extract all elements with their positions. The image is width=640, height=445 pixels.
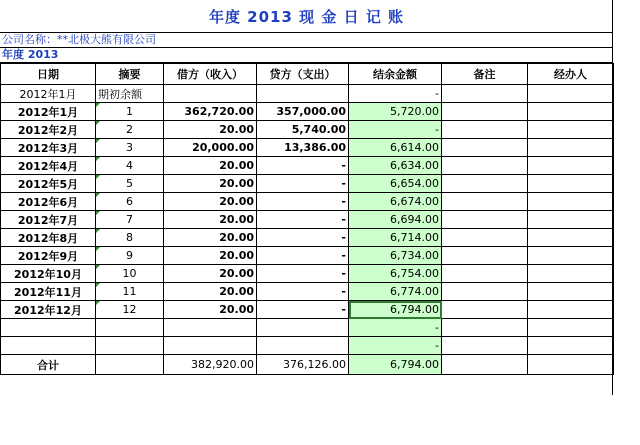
header-credit[interactable]: 贷方（支出） (257, 64, 349, 85)
debit-cell[interactable] (164, 337, 257, 355)
debit-cell[interactable]: 20.00 (164, 283, 257, 301)
note-cell[interactable] (442, 103, 528, 121)
debit-cell[interactable]: 20.00 (164, 265, 257, 283)
note-cell[interactable] (442, 175, 528, 193)
credit-cell[interactable]: - (257, 175, 349, 193)
note-cell[interactable] (442, 283, 528, 301)
balance-cell[interactable]: 6,654.00 (349, 175, 442, 193)
date-cell[interactable]: 2012年5月 (1, 175, 96, 193)
table-row (1, 121, 614, 139)
note-cell[interactable] (442, 211, 528, 229)
balance-cell[interactable]: 6,634.00 (349, 157, 442, 175)
debit-cell[interactable] (164, 319, 257, 337)
summary-cell[interactable]: 4 (96, 157, 164, 175)
date-cell[interactable]: 2012年2月 (1, 121, 96, 139)
header-note[interactable]: 备注 (442, 64, 528, 85)
summary-cell[interactable] (96, 337, 164, 355)
summary-cell[interactable] (96, 319, 164, 337)
handler-cell[interactable] (528, 211, 614, 229)
handler-cell[interactable] (528, 175, 614, 193)
summary-cell[interactable]: 9 (96, 247, 164, 265)
balance-cell[interactable]: 5,720.00 (349, 103, 442, 121)
balance-cell[interactable]: - (349, 319, 442, 337)
total-note-cell[interactable] (442, 355, 528, 375)
credit-cell[interactable]: - (257, 301, 349, 319)
table-row (1, 247, 614, 265)
handler-cell[interactable] (528, 121, 614, 139)
debit-cell[interactable]: 20.00 (164, 247, 257, 265)
balance-cell[interactable]: 6,614.00 (349, 139, 442, 157)
date-cell[interactable]: 2012年4月 (1, 157, 96, 175)
note-cell[interactable] (442, 229, 528, 247)
table-row (1, 211, 614, 229)
balance-cell[interactable]: - (349, 337, 442, 355)
balance-cell[interactable]: 6,774.00 (349, 283, 442, 301)
balance-cell[interactable]: 6,694.00 (349, 211, 442, 229)
year-cell[interactable]: 年度 2013 (0, 48, 613, 63)
credit-cell[interactable]: - (257, 229, 349, 247)
summary-cell[interactable]: 10 (96, 265, 164, 283)
summary-cell[interactable]: 2 (96, 121, 164, 139)
table-row (1, 301, 614, 319)
credit-cell[interactable]: 13,386.00 (257, 139, 349, 157)
balance-cell[interactable]: - (349, 121, 442, 139)
date-cell[interactable]: 2012年7月 (1, 211, 96, 229)
handler-cell[interactable] (528, 103, 614, 121)
summary-cell[interactable]: 1 (96, 103, 164, 121)
handler-cell[interactable] (528, 283, 614, 301)
debit-cell[interactable] (164, 85, 257, 103)
balance-cell[interactable]: 6,754.00 (349, 265, 442, 283)
cash-journal-table (0, 63, 614, 375)
note-cell[interactable] (442, 85, 528, 103)
credit-cell[interactable] (257, 319, 349, 337)
total-row (1, 355, 614, 375)
table-row (1, 193, 614, 211)
date-cell[interactable]: 2012年9月 (1, 247, 96, 265)
summary-cell[interactable]: 6 (96, 193, 164, 211)
balance-cell[interactable]: 6,714.00 (349, 229, 442, 247)
summary-cell[interactable]: 3 (96, 139, 164, 157)
credit-cell[interactable]: - (257, 247, 349, 265)
header-summary[interactable]: 摘要 (96, 64, 164, 85)
debit-cell[interactable]: 20,000.00 (164, 139, 257, 157)
handler-cell[interactable] (528, 85, 614, 103)
table-row (1, 85, 614, 103)
credit-cell[interactable] (257, 337, 349, 355)
note-cell[interactable] (442, 319, 528, 337)
credit-cell[interactable]: - (257, 283, 349, 301)
table-row (1, 229, 614, 247)
page-title: 年度 2013 现 金 日 记 账 (208, 7, 405, 26)
summary-cell[interactable]: 12 (96, 301, 164, 319)
date-cell[interactable]: 2012年10月 (1, 265, 96, 283)
balance-cell[interactable]: 6,794.00 (349, 301, 442, 319)
credit-cell[interactable]: - (257, 157, 349, 175)
handler-cell[interactable] (528, 337, 614, 355)
debit-cell[interactable]: 20.00 (164, 211, 257, 229)
table-row (1, 175, 614, 193)
note-cell[interactable] (442, 157, 528, 175)
note-cell[interactable] (442, 139, 528, 157)
date-cell[interactable]: 2012年6月 (1, 193, 96, 211)
total-balance[interactable]: 6,794.00 (349, 355, 442, 375)
header-debit[interactable]: 借方（收入） (164, 64, 257, 85)
date-cell[interactable] (1, 319, 96, 337)
credit-cell[interactable]: 5,740.00 (257, 121, 349, 139)
date-cell[interactable]: 2012年8月 (1, 229, 96, 247)
table-row (1, 283, 614, 301)
company-name-cell[interactable]: 公司名称：**北极大熊有限公司 (0, 33, 613, 48)
handler-cell[interactable] (528, 139, 614, 157)
note-cell[interactable] (442, 193, 528, 211)
total-summary-cell[interactable] (96, 355, 164, 375)
date-cell[interactable]: 2012年12月 (1, 301, 96, 319)
sheet-right-border (612, 0, 613, 395)
note-cell[interactable] (442, 121, 528, 139)
note-cell[interactable] (442, 301, 528, 319)
debit-cell[interactable]: 362,720.00 (164, 103, 257, 121)
table-row (1, 265, 614, 283)
summary-cell[interactable]: 期初余额 (96, 85, 164, 103)
balance-cell[interactable]: - (349, 85, 442, 103)
debit-cell[interactable]: 20.00 (164, 301, 257, 319)
date-cell[interactable]: 2012年11月 (1, 283, 96, 301)
table-row (1, 319, 614, 337)
header-row (1, 64, 614, 85)
total-handler-cell[interactable] (528, 355, 614, 375)
table-row (1, 139, 614, 157)
handler-cell[interactable] (528, 229, 614, 247)
summary-cell[interactable]: 8 (96, 229, 164, 247)
header-handler[interactable]: 经办人 (528, 64, 614, 85)
total-label[interactable]: 合计 (1, 355, 96, 375)
credit-cell[interactable]: - (257, 193, 349, 211)
date-cell[interactable]: 2012年1月 (1, 103, 96, 121)
handler-cell[interactable] (528, 193, 614, 211)
summary-cell[interactable]: 5 (96, 175, 164, 193)
date-cell[interactable] (1, 337, 96, 355)
table-row (1, 337, 614, 355)
table-row (1, 103, 614, 121)
balance-cell[interactable]: 6,734.00 (349, 247, 442, 265)
title-row[interactable] (0, 0, 613, 33)
summary-cell[interactable]: 7 (96, 211, 164, 229)
date-cell[interactable]: 2012年1月 (1, 85, 96, 103)
debit-cell[interactable]: 20.00 (164, 193, 257, 211)
credit-cell[interactable]: - (257, 211, 349, 229)
handler-cell[interactable] (528, 265, 614, 283)
credit-cell[interactable] (257, 85, 349, 103)
ledger-body (1, 85, 614, 355)
debit-cell[interactable]: 20.00 (164, 175, 257, 193)
debit-cell[interactable]: 20.00 (164, 157, 257, 175)
handler-cell[interactable] (528, 247, 614, 265)
handler-cell[interactable] (528, 319, 614, 337)
handler-cell[interactable] (528, 157, 614, 175)
balance-cell[interactable]: 6,674.00 (349, 193, 442, 211)
debit-cell[interactable]: 20.00 (164, 229, 257, 247)
note-cell[interactable] (442, 247, 528, 265)
total-debit[interactable]: 382,920.00 (164, 355, 257, 375)
note-cell[interactable] (442, 337, 528, 355)
debit-cell[interactable]: 20.00 (164, 121, 257, 139)
credit-cell[interactable]: 357,000.00 (257, 103, 349, 121)
date-cell[interactable]: 2012年3月 (1, 139, 96, 157)
header-date[interactable]: 日期 (1, 64, 96, 85)
note-cell[interactable] (442, 265, 528, 283)
table-row (1, 157, 614, 175)
handler-cell[interactable] (528, 301, 614, 319)
summary-cell[interactable]: 11 (96, 283, 164, 301)
credit-cell[interactable]: - (257, 265, 349, 283)
header-balance[interactable]: 结余金额 (349, 64, 442, 85)
total-credit[interactable]: 376,126.00 (257, 355, 349, 375)
